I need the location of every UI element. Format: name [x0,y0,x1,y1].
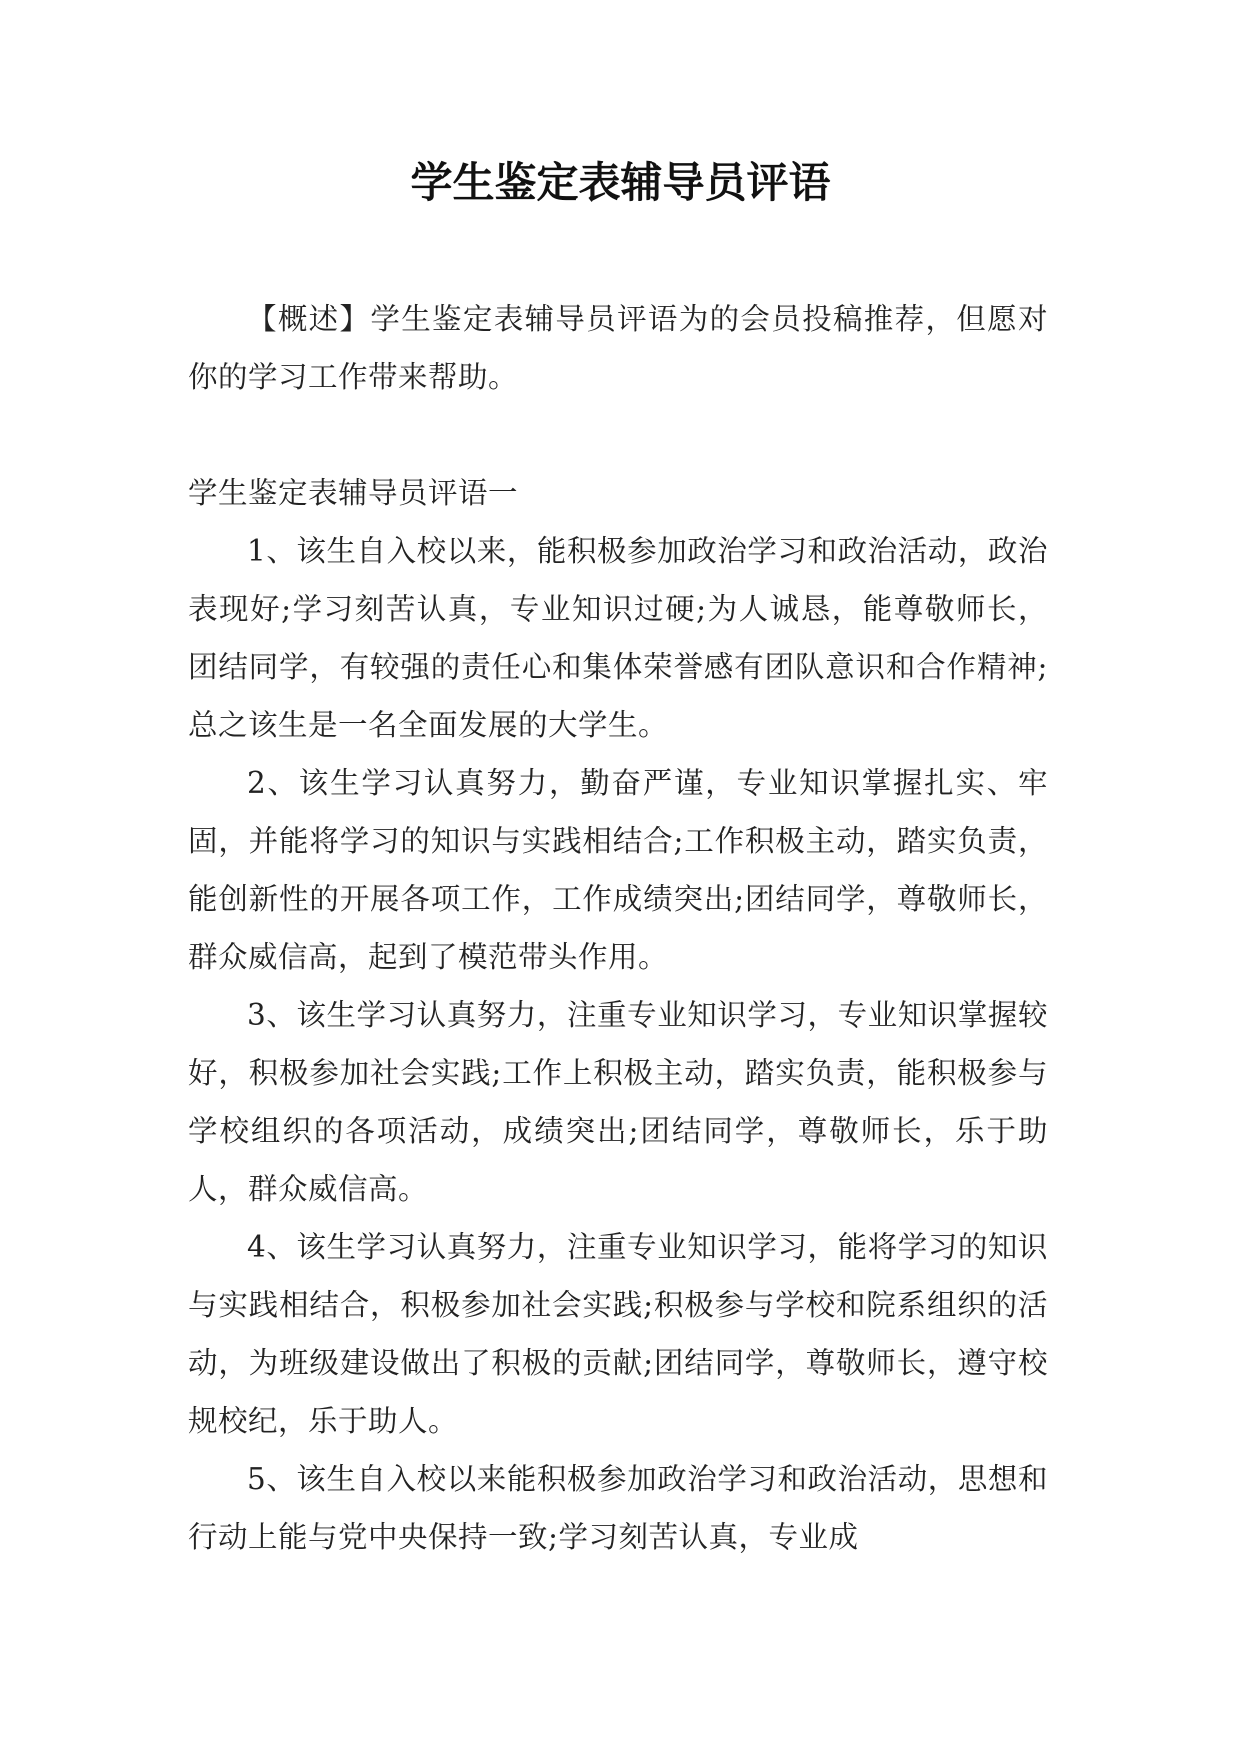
document-body [188,290,1048,1566]
comment-paragraph-4: 4、该生学习认真努力，注重专业知识学习，能将学习的知识与实践相结合，积极参加社会实践;积极参与学校和院系组织的活动，为班级建设做出了积极的贡献;团结同学，尊敬师长，遵守校规校纪，乐于助人。 [188,1230,1048,1438]
comment-paragraph-3: 3、该生学习认真努力，注重专业知识学习，专业知识掌握较好，积极参加社会实践;工作上积极主动，踏实负责，能积极参与学校组织的各项活动，成绩突出;团结同学，尊敬师长，乐于助人，群众威信高。 [188,998,1048,1206]
comment-paragraph-2: 2、该生学习认真努力，勤奋严谨，专业知识掌握扎实、牢固，并能将学习的知识与实践相结合;工作积极主动，踏实负责，能创新性的开展各项工作，工作成绩突出;团结同学，尊敬师长，群众威信高，起到了模范带头作用。 [188,766,1048,974]
section-heading: 学生鉴定表辅导员评语一 [188,476,519,510]
comment-paragraph-1: 1、该生自入校以来，能积极参加政治学习和政治活动，政治表现好;学习刻苦认真，专业知识过硬;为人诚恳，能尊敬师长，团结同学，有较强的责任心和集体荣誉感有团队意识和合作精神;总之该生是一名全面发展的大学生。 [188,534,1048,742]
document-title: 学生鉴定表辅导员评语 [410,158,831,207]
comment-paragraph-5: 5、该生自入校以来能积极参加政治学习和政治活动，思想和行动上能与党中央保持一致;学习刻苦认真，专业成 [188,1462,1048,1554]
summary-paragraph: 【概述】学生鉴定表辅导员评语为的会员投稿推荐，但愿对你的学习工作带来帮助。 [188,302,1048,394]
